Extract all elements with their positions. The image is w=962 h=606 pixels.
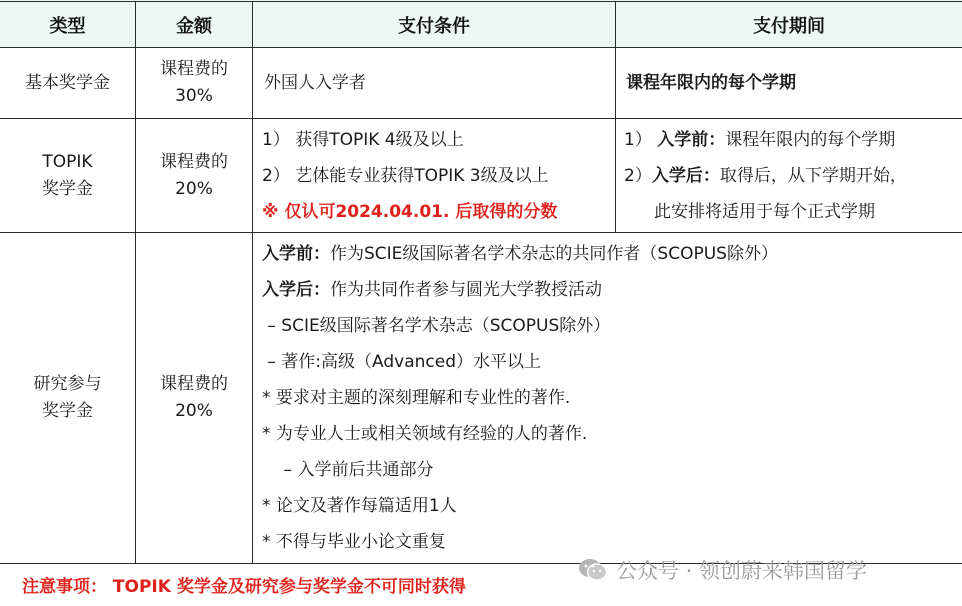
row2-amount-label: 课程费的 (160, 151, 228, 172)
row2-condition-note: ※ 仅认可2024.04.01. 后取得的分数 (262, 202, 558, 222)
row3-amount-percent: 20% (175, 401, 213, 421)
row3-condition-before (262, 236, 962, 272)
row3-condition (262, 236, 962, 561)
header-amount: 金额 (176, 15, 212, 37)
row2-condition-item-1: 1） 获得TOPIK 4级及以上 (262, 130, 464, 150)
row2-amount-percent: 20% (175, 178, 213, 199)
row3-condition-note-2-sub: – 入学前后共通部分 (262, 460, 434, 480)
row3-condition-note-1: * 要求对主题的深刻理解和专业性的著作. (262, 388, 571, 408)
row1-period (626, 48, 962, 118)
row3-amount-label: 课程费的 (160, 374, 228, 394)
row2-type (0, 119, 135, 232)
row1-amount-percent: 30% (175, 86, 213, 106)
wechat-icon (578, 557, 608, 583)
row1-amount-label: 课程费的 (160, 59, 228, 79)
row2-period-item-2 (624, 158, 962, 194)
footnote-label: 注意事项： (22, 577, 107, 597)
row2-period-item-2-text: 取得后，从下学期开始， (719, 166, 907, 186)
row2-period-item-1-text: 课程年限内的每个学期 (725, 130, 896, 150)
row2-condition-item-2: 2） 艺体能专业获得TOPIK 3级及以上 (262, 166, 549, 186)
row1-condition-text: 外国人入学者 (264, 72, 366, 93)
footnote (22, 572, 466, 597)
row3-condition-after (262, 272, 962, 308)
row1-amount (136, 48, 252, 118)
row2-period-item-2-label: 入学后： (651, 166, 720, 186)
col-divider-2 (252, 1, 253, 563)
row2-amount (136, 119, 252, 232)
row2-condition (262, 122, 614, 230)
row3-amount (136, 233, 252, 563)
row1-period-text: 课程年限内的每个学期 (626, 72, 796, 93)
header-period: 支付期间 (753, 15, 825, 37)
row3-condition-before-text: 作为SCIE级国际著名学术杂志的共同作者（SCOPUS除外） (330, 244, 778, 264)
row2-type-line1: TOPIK (42, 151, 93, 172)
row2-period-item-2-cont: 此安排将适用于每个正式学期 (654, 202, 875, 222)
row3-condition-sub-2: – 著作:高级（Advanced）水平以上 (262, 352, 542, 372)
header-condition: 支付条件 (398, 15, 470, 37)
watermark-text: 公众号 · 领创蔚来韩国留学 (616, 559, 868, 583)
row3-condition-after-text: 作为共同作者参与圆光大学教授活动 (330, 280, 602, 300)
row2-type-line2: 奖学金 (42, 178, 93, 199)
row1-type-label: 基本奖学金 (25, 72, 110, 93)
row3-condition-note-4: * 不得与毕业小论文重复 (262, 532, 446, 552)
row2-period-item-1-prefix: 1） (624, 130, 658, 150)
row3-condition-sub-1: – SCIE级国际著名学术杂志（SCOPUS除外） (262, 316, 611, 336)
header-type: 类型 (49, 15, 86, 37)
row3-type-line1: 研究参与 (33, 374, 102, 394)
watermark (578, 555, 867, 585)
row2-period-item-1-label: 入学前： (657, 130, 726, 150)
row3-condition-after-label: 入学后： (262, 280, 330, 300)
row3-condition-note-2: * 为专业人士或相关领域有经验的人的著作. (262, 424, 588, 444)
row1-condition (264, 48, 614, 118)
row3-type (0, 233, 135, 563)
row3-condition-note-3: * 论文及著作每篇适用1人 (262, 496, 457, 516)
row3-type-line2: 奖学金 (42, 401, 93, 421)
row2-period-item-1 (624, 122, 962, 158)
row1-type (0, 48, 135, 118)
row3-condition-before-label: 入学前： (262, 244, 330, 264)
footnote-text: TOPIK 奖学金及研究参与奖学金不可同时获得 (107, 577, 466, 597)
row2-period (624, 122, 962, 230)
row2-period-item-2-prefix: 2） (624, 166, 652, 186)
